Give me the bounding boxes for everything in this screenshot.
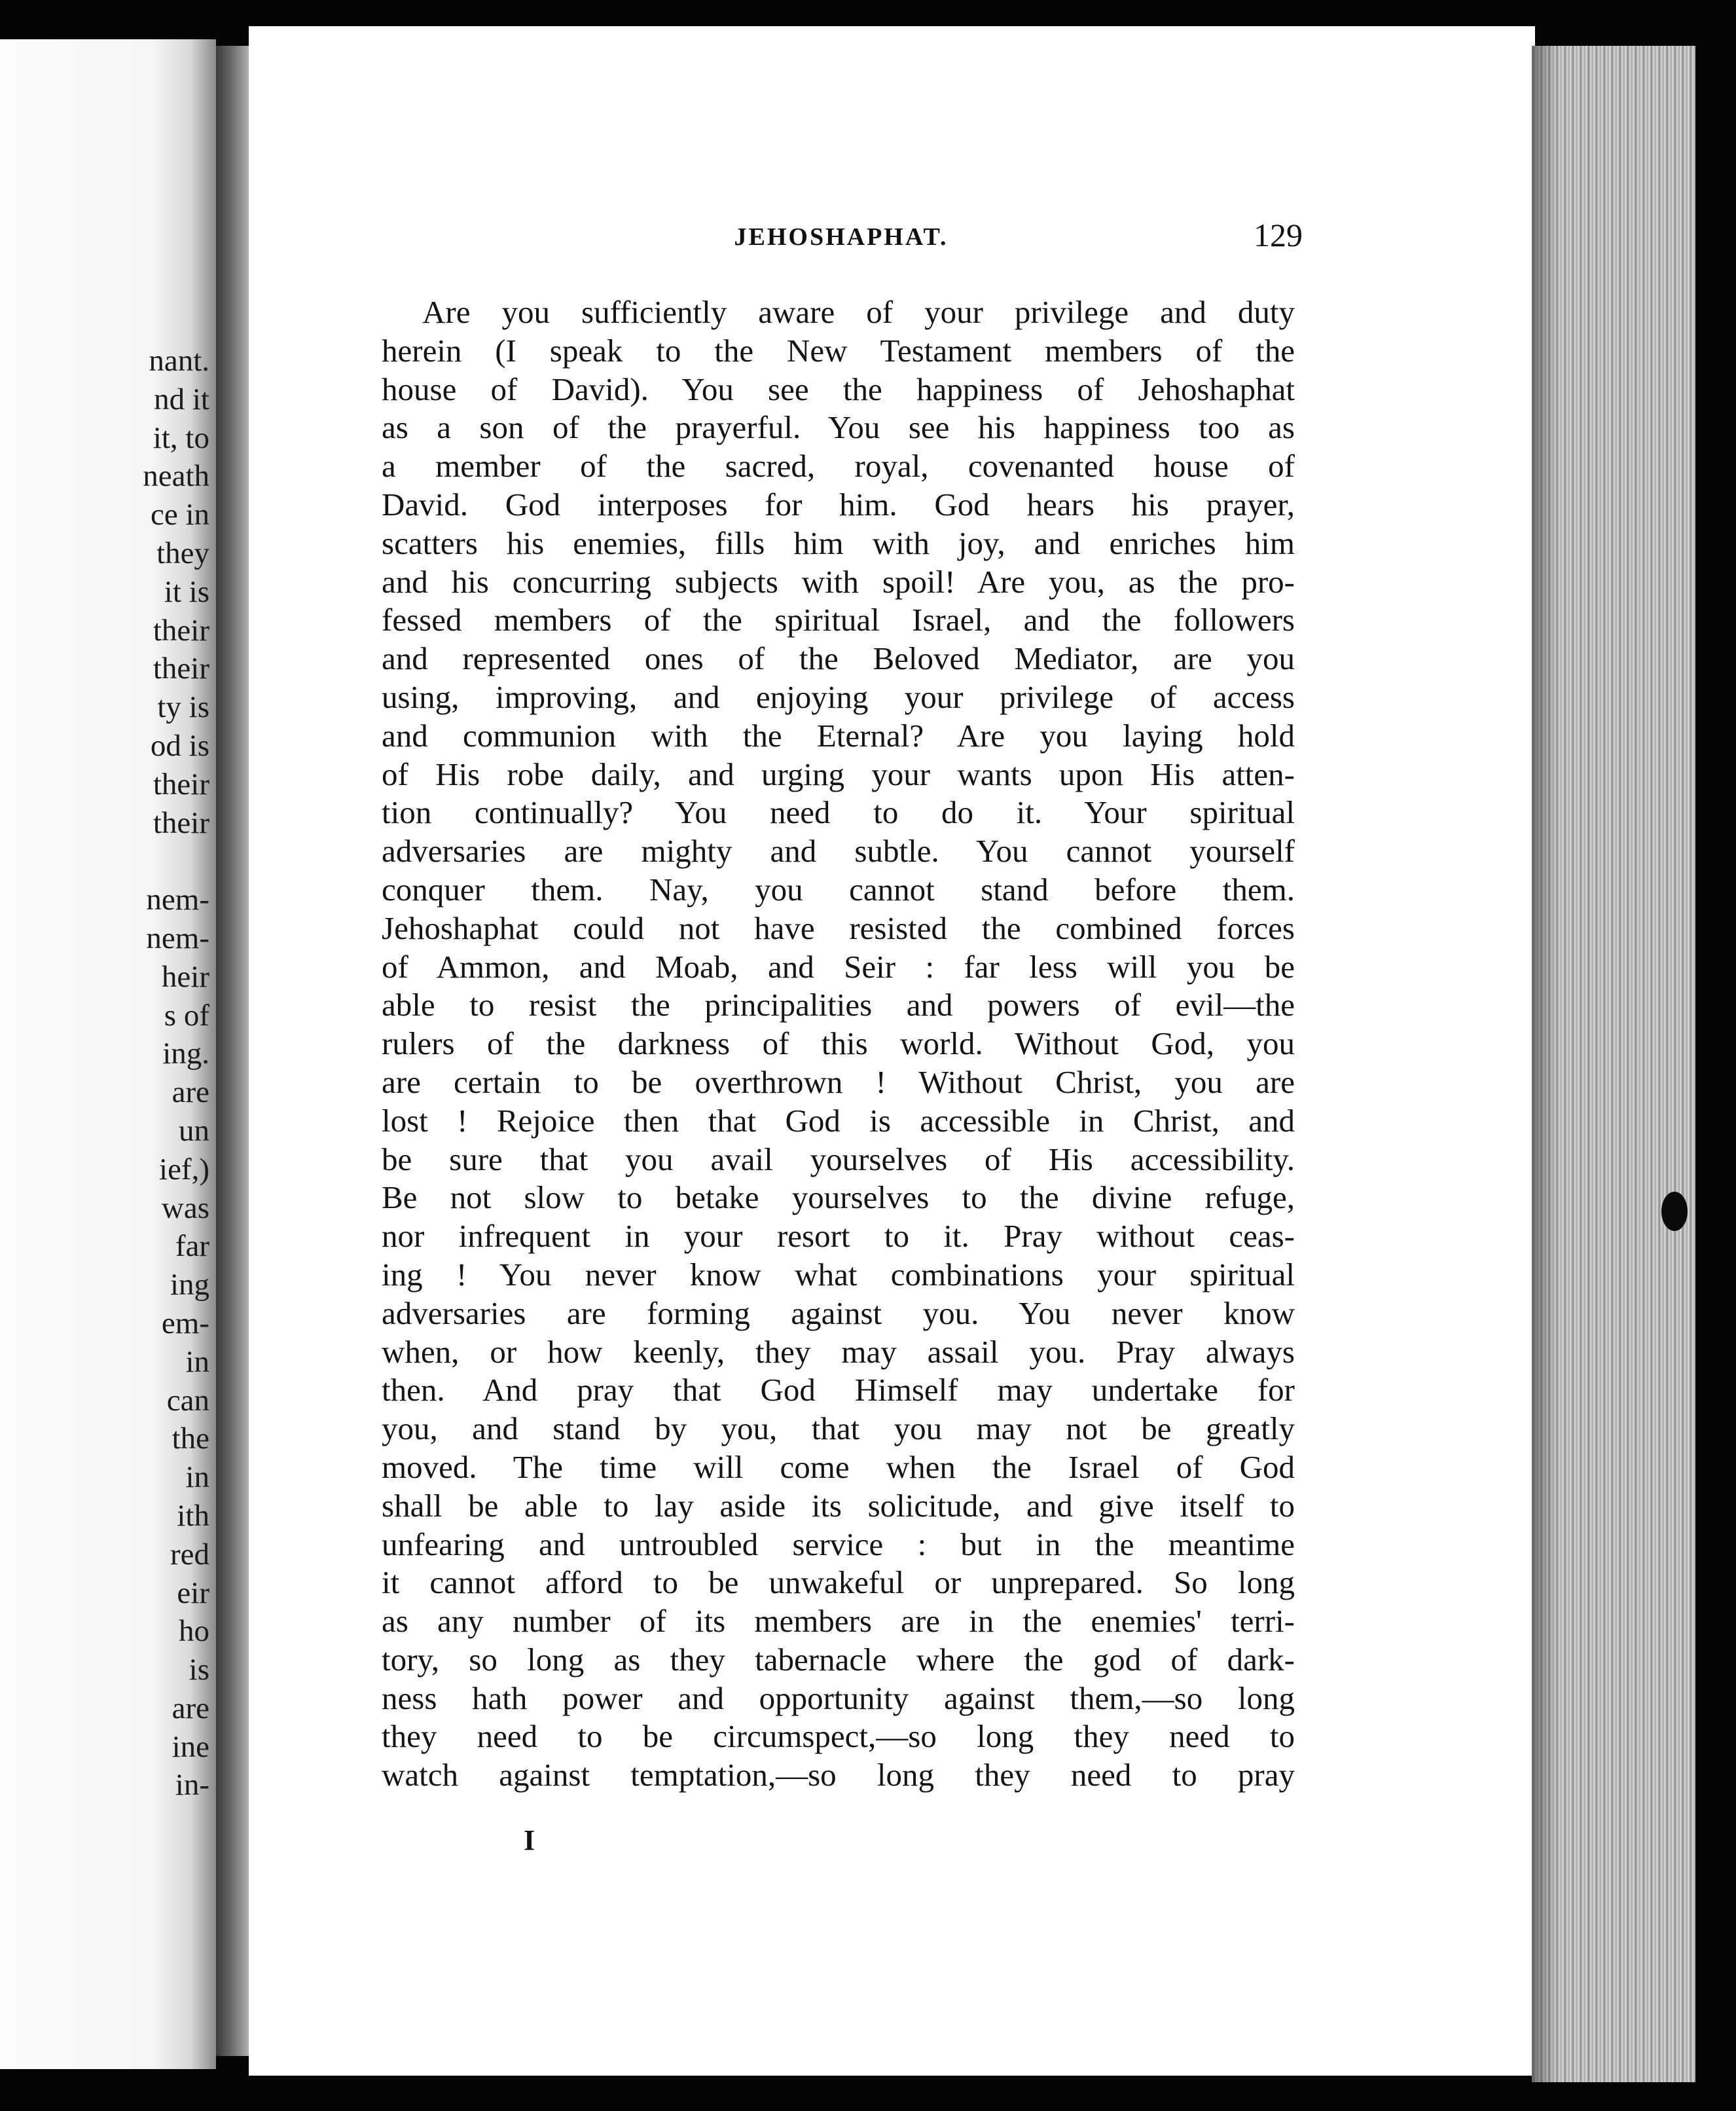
- left-page-fragment: was: [161, 1190, 209, 1225]
- text-line: as a son of the prayerful. You see his happiness too as: [382, 409, 1295, 446]
- left-page-fragment: ing.: [162, 1037, 209, 1071]
- text-line: of His robe daily, and urging your wants upon His atten-: [382, 756, 1295, 792]
- text-line: scatters his enemies, fills him with joy, and enriches him: [382, 524, 1295, 561]
- body-text: [382, 293, 1295, 1795]
- text-line: when, or how keenly, they may assail you. Pray always: [382, 1333, 1295, 1370]
- text-line: be sure that you avail yourselves of His accessibility.: [382, 1141, 1295, 1177]
- text-line: ness hath power and opportunity against them,—so long: [382, 1680, 1295, 1716]
- page-header: [380, 216, 1303, 262]
- running-head: JEHOSHAPHAT.: [734, 223, 949, 251]
- left-page-fragment: it is: [164, 574, 209, 609]
- left-page-fragment: are: [172, 1691, 209, 1725]
- page-number: 129: [1254, 217, 1303, 253]
- left-page-fragment: ith: [177, 1498, 209, 1533]
- left-page-fragment: nem-: [146, 921, 209, 955]
- text-line: using, improving, and enjoying your privilege of access: [382, 678, 1295, 715]
- left-facing-page: [0, 39, 216, 2069]
- text-line: adversaries are forming against you. You never know: [382, 1294, 1295, 1331]
- text-line: it cannot afford to be unwakeful or unprepared. So long: [382, 1564, 1295, 1601]
- left-page-fragment: in: [185, 1460, 209, 1495]
- left-page-fragment: is: [189, 1653, 209, 1687]
- left-page-fragment: their: [153, 652, 209, 686]
- text-line: of Ammon, and Moab, and Seir : far less will you be: [382, 948, 1295, 985]
- text-line: Jehoshaphat could not have resisted the combined forces: [382, 909, 1295, 946]
- left-page-fragment: their: [153, 767, 209, 801]
- text-line: herein (I speak to the New Testament members of the: [382, 332, 1295, 369]
- left-page-fragment: od is: [150, 728, 209, 763]
- text-line: shall be able to lay aside its solicitude, and give itself to: [382, 1487, 1295, 1524]
- text-line: watch against temptation,—so long they need to pray: [382, 1757, 1295, 1793]
- text-line: as any number of its members are in the enemies' terri-: [382, 1603, 1295, 1640]
- text-line: lost ! Rejoice then that God is accessible in Christ, and: [382, 1102, 1295, 1139]
- left-page-fragment: un: [179, 1113, 209, 1148]
- bookmark-ribbon-hole: [1661, 1192, 1688, 1231]
- left-page-fragment: nd it: [154, 382, 209, 416]
- text-line: rulers of the darkness of this world. Without God, you: [382, 1025, 1295, 1062]
- left-page-fragment: [0, 842, 209, 881]
- left-page-fragment: ief,): [159, 1152, 209, 1186]
- left-page-fragment: ho: [179, 1614, 209, 1649]
- text-line: a member of the sacred, royal, covenanted house of: [382, 448, 1295, 485]
- left-page-fragment: em-: [161, 1306, 209, 1340]
- left-page-fragment: the: [172, 1422, 209, 1456]
- left-page-fragment: heir: [161, 959, 209, 994]
- text-line: ing ! You never know what combinations your spiritual: [382, 1256, 1295, 1293]
- text-line: adversaries are mighty and subtle. You cannot yourself: [382, 833, 1295, 870]
- left-page-fragment: nem-: [146, 883, 209, 917]
- text-line: Are you sufficiently aware of your privilege and duty: [422, 294, 1295, 330]
- left-page-fragment: their: [153, 805, 209, 840]
- left-page-fragment: s of: [164, 998, 209, 1033]
- fore-edge-shadow: [1532, 46, 1558, 2082]
- text-line: and represented ones of the Beloved Mediator, are you: [382, 640, 1295, 677]
- left-page-fragment: far: [175, 1229, 209, 1264]
- text-line: they need to be circumspect,—so long they need to: [382, 1718, 1295, 1755]
- text-line: unfearing and untroubled service : but in the meantime: [382, 1526, 1295, 1562]
- left-page-fragment: ine: [172, 1729, 209, 1764]
- signature-mark: I: [524, 1824, 535, 1856]
- text-line: moved. The time will come when the Israel of God: [382, 1448, 1295, 1485]
- left-page-fragment: ing: [170, 1268, 209, 1302]
- left-page-fragment: ce in: [150, 498, 209, 532]
- text-line: house of David). You see the happiness of Jehoshaphat: [382, 371, 1295, 407]
- left-page-fragment: nant.: [149, 344, 209, 378]
- text-line: fessed members of the spiritual Israel, and the followers: [382, 602, 1295, 638]
- left-page-text-fragments: [0, 342, 209, 1805]
- left-page-fragment: in-: [175, 1768, 209, 1803]
- left-page-fragment: can: [166, 1383, 209, 1418]
- text-line: conquer them. Nay, you cannot stand before them.: [382, 871, 1295, 908]
- text-line: are certain to be overthrown ! Without Christ, you are: [382, 1063, 1295, 1100]
- left-page-fragment: in: [185, 1344, 209, 1379]
- text-line: nor infrequent in your resort to it. Pray without ceas-: [382, 1218, 1295, 1255]
- text-line: and his concurring subjects with spoil! Are you, as the pro-: [382, 563, 1295, 600]
- left-page-fragment: their: [153, 613, 209, 648]
- text-line: Be not slow to betake yourselves to the divine refuge,: [382, 1179, 1295, 1216]
- left-page-fragment: red: [170, 1537, 209, 1571]
- left-page-fragment: it, to: [153, 420, 209, 455]
- left-page-fragment: eir: [177, 1575, 209, 1610]
- left-page-fragment: neath: [143, 459, 209, 494]
- left-page-fragment: are: [172, 1075, 209, 1110]
- left-page-fragment: they: [156, 536, 209, 570]
- text-line: you, and stand by you, that you may not be greatly: [382, 1410, 1295, 1447]
- left-page-fragment: ty is: [157, 690, 209, 725]
- text-line: David. God interposes for him. God hears his prayer,: [382, 486, 1295, 523]
- text-line: tion continually? You need to do it. Your spiritual: [382, 794, 1295, 831]
- text-line: and communion with the Eternal? Are you laying hold: [382, 717, 1295, 754]
- text-line: able to resist the principalities and powers of evil—the: [382, 987, 1295, 1023]
- text-line: tory, so long as they tabernacle where the god of dark-: [382, 1641, 1295, 1678]
- text-line: then. And pray that God Himself may undertake for: [382, 1372, 1295, 1408]
